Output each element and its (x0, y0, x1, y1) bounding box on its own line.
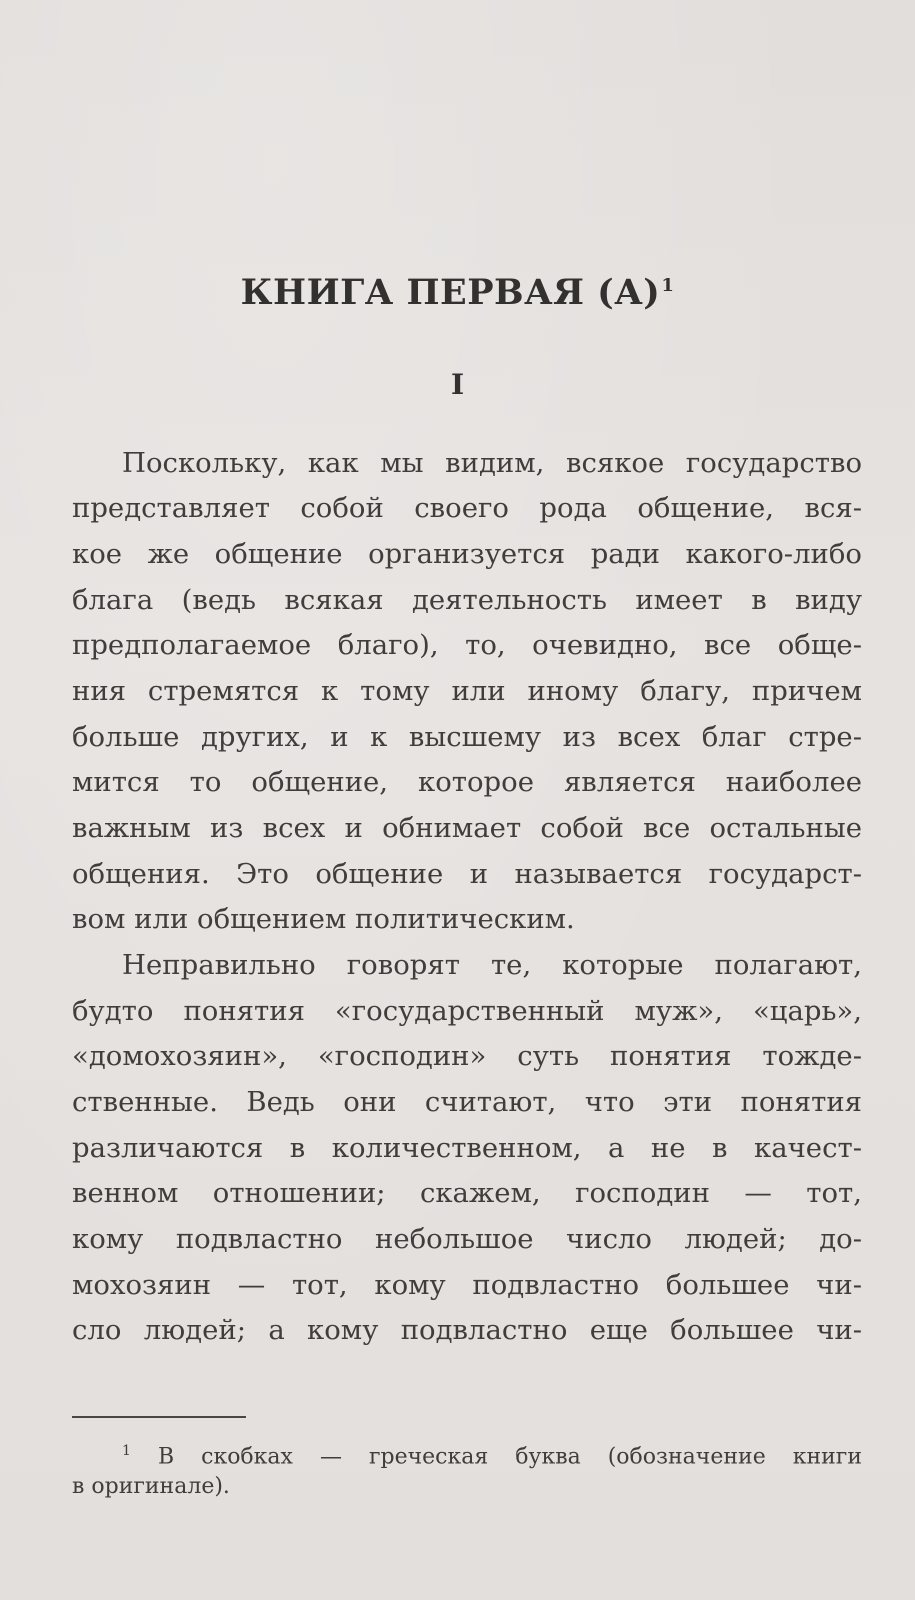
paragraph-1-line-7: больше других, и к высшему из всех благ стре- (72, 721, 862, 753)
paragraph-2-line-8: мохозяин — тот, кому подвластно большее чи- (72, 1269, 862, 1301)
paragraph-1-line-10: общения. Это общение и называется государст- (72, 858, 862, 890)
paragraph-2-line-6: венном отношении; скажем, господин — тот, (72, 1177, 862, 1209)
paragraph-2-line-7: кому подвластно небольшое число людей; до- (72, 1223, 862, 1255)
paragraph-1-line-5: предполагаемое благо), то, очевидно, все обще- (72, 629, 862, 661)
paragraph-1-line-3: кое же общение организуется ради какого-либо (72, 538, 862, 570)
chapter-title: КНИГА ПЕРВАЯ (А) (240, 272, 661, 313)
paragraph-1-line-2: представляет собой своего рода общение, вся- (72, 492, 862, 524)
footnote-divider (72, 1416, 246, 1418)
paragraph-2-line-1: Неправильно говорят те, которые полагают, (122, 949, 862, 981)
footnote-text-1: В скобках — греческая буква (обозначение книги (157, 1444, 862, 1470)
paragraph-1-line-4: блага (ведь всякая деятельность имеет в виду (72, 584, 862, 616)
footnote-reference: 1 (661, 275, 675, 297)
chapter-heading (0, 272, 915, 313)
paragraph-2-line-4: ственные. Ведь они считают, что эти понятия (72, 1086, 862, 1118)
paragraph-2-line-5: различаются в количественном, а не в качест- (72, 1132, 862, 1164)
paragraph-1-line-1: Поскольку, как мы видим, всякое государство (122, 447, 862, 479)
paragraph-1-line-9: важным из всех и обнимает собой все остальные (72, 812, 862, 844)
paragraph-1-line-11: вом или общением политическим. (72, 903, 575, 935)
paragraph-1-line-6: ния стремятся к тому или иному благу, причем (72, 675, 862, 707)
footnote-line-1 (122, 1432, 862, 1470)
footnote-marker: 1 (122, 1443, 131, 1459)
paragraph-2-line-2: будто понятия «государственный муж», «царь», (72, 995, 862, 1027)
footnote-line-2: в оригинале). (72, 1474, 230, 1499)
section-number: I (450, 368, 465, 401)
paragraph-2-line-9: сло людей; а кому подвластно еще большее чи- (72, 1314, 862, 1346)
paragraph-1-line-8: мится то общение, которое является наиболее (72, 766, 862, 798)
paragraph-2-line-3: «домохозяин», «господин» суть понятия тожде- (72, 1040, 862, 1072)
